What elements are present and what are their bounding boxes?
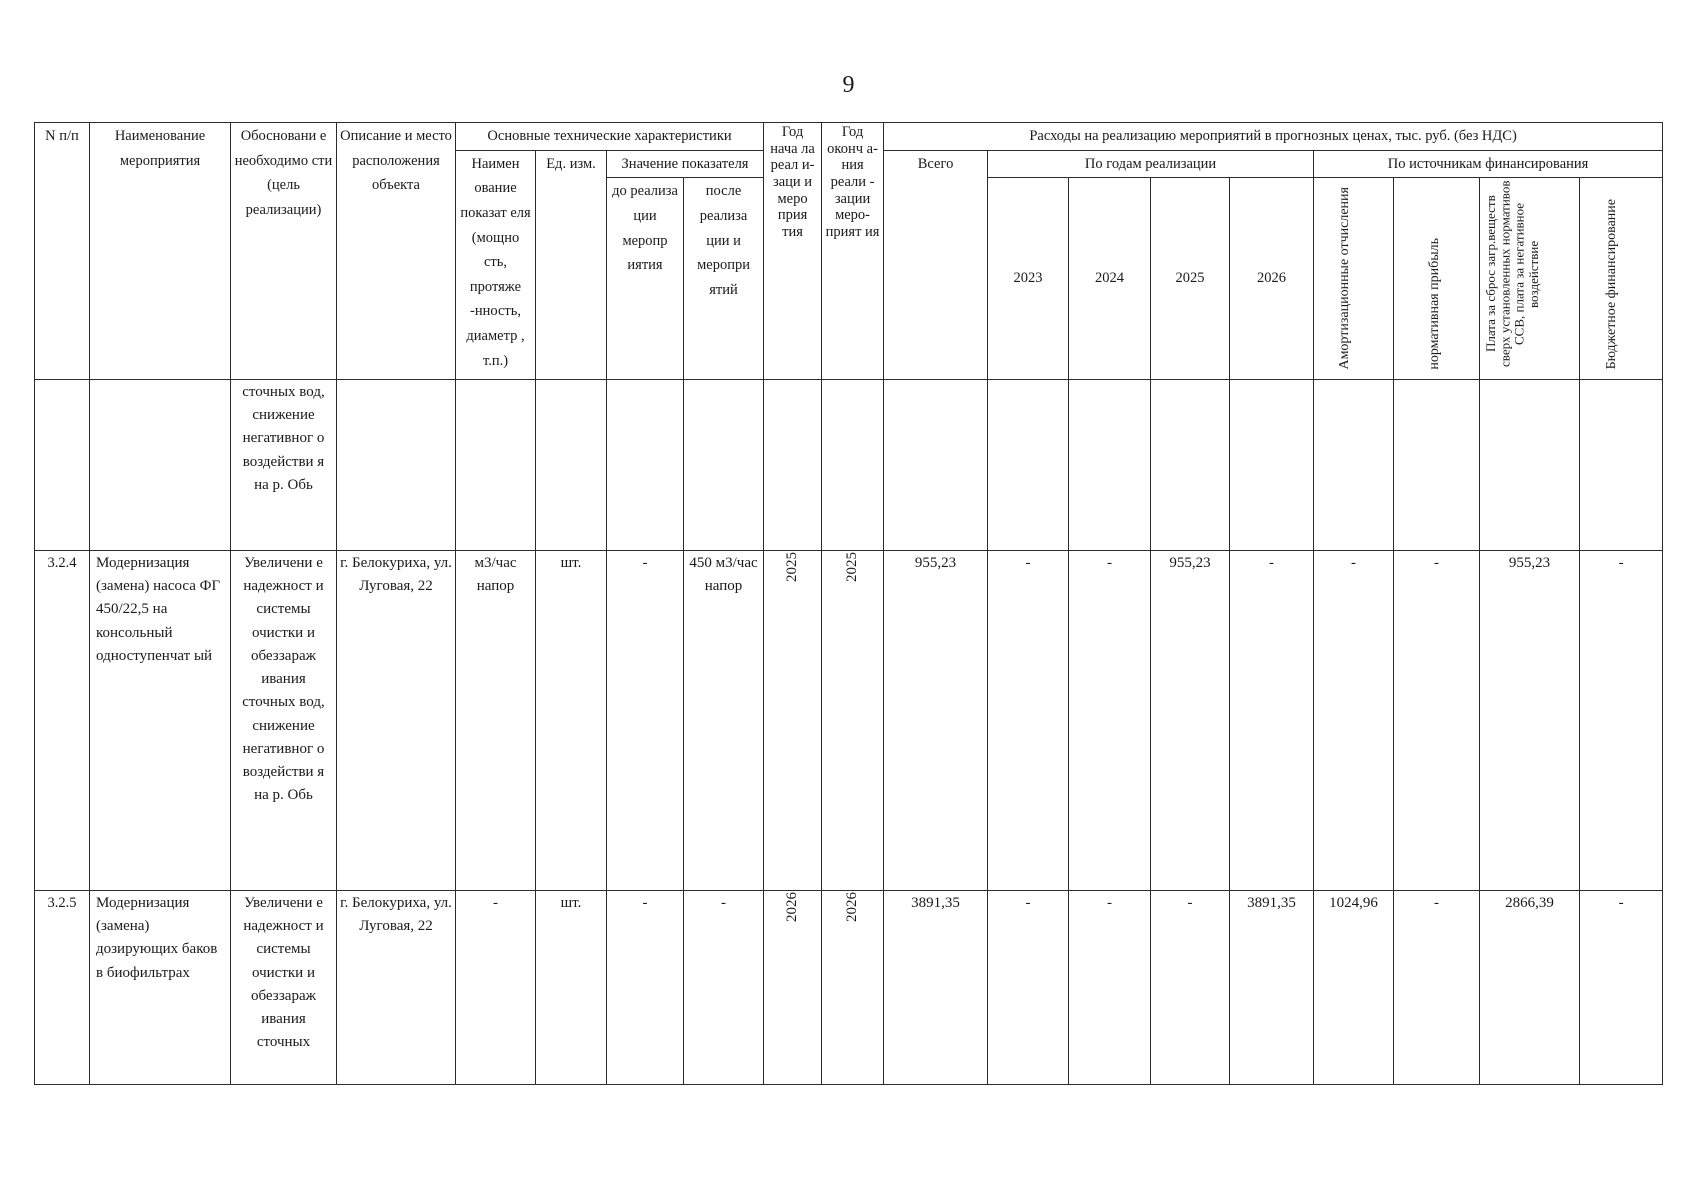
row-after: - [684,890,764,1084]
header-source-amortization-text: Амортизационные отчисления [1336,186,1352,370]
row-source-budget: - [1580,550,1663,890]
header-location: Описание и место расположения объекта [337,123,456,380]
header-unit: Ед. изм. [536,150,607,379]
row-2023: - [988,890,1069,1084]
table-row [35,550,1663,890]
row-reason: сточных вод, снижение негативног о воздействи я на р. Обь [231,379,337,550]
row-location: г. Белокуриха, ул. Луговая, 22 [337,890,456,1084]
row-year-end [822,379,884,550]
row-param-name: - [456,890,536,1084]
row-after: 450 м3/час напор [684,550,764,890]
header-year-2026: 2026 [1230,178,1314,380]
header-tech-group: Основные технические характеристики [456,123,764,151]
header-years-group: По годам реализации [988,150,1314,178]
table-row [35,379,1663,550]
row-reason: Увеличени е надежност и системы очистки и обеззараж ивания сточных [231,890,337,1084]
header-source-amortization [1314,178,1394,380]
row-unit: шт. [536,550,607,890]
header-source-profit [1394,178,1480,380]
row-unit [536,379,607,550]
row-source-amortization: 1024,96 [1314,890,1394,1084]
row-total: 955,23 [884,550,988,890]
header-costs-group: Расходы на реализацию мероприятий в прогнозных ценах, тыс. руб. (без НДС) [884,123,1663,151]
row-location [337,379,456,550]
row-unit: шт. [536,890,607,1084]
header-source-budget [1580,178,1663,380]
row-source-fee [1480,379,1580,550]
row-total: 3891,35 [884,890,988,1084]
row-name [90,379,231,550]
header-source-profit-text: нормативная прибыль [1426,237,1442,370]
row-year-start-text: 2026 [783,891,800,922]
row-year-start-text: 2025 [783,551,800,582]
row-2023: - [988,550,1069,890]
header-year-2023: 2023 [988,178,1069,380]
row-num: 3.2.5 [35,890,90,1084]
row-num [35,379,90,550]
row-source-budget: - [1580,890,1663,1084]
row-name: Модернизация (замена) насоса ФГ 450/22,5 на консольный одноступенчат ый [90,550,231,890]
header-year-end: Год оконч а-ния реали - зации меро- прият ия [822,123,884,380]
header-name: Наименование мероприятия [90,123,231,380]
row-before [607,379,684,550]
row-2025 [1151,379,1230,550]
row-2024: - [1069,890,1151,1084]
row-total [884,379,988,550]
row-source-profit [1394,379,1480,550]
investment-program-table [34,122,1663,1085]
header-source-fee-text: Плата за сброс загр.веществ сверх установленных нормативов ССВ, плата за негативное воздействие [1482,181,1541,368]
header-before: до реализа ции меропр иятия [607,178,684,380]
row-2024: - [1069,550,1151,890]
row-before: - [607,890,684,1084]
header-year-2025: 2025 [1151,178,1230,380]
row-year-end [822,890,884,1084]
header-reason: Обосновани е необходимо сти (цель реализации) [231,123,337,380]
table-row [35,890,1663,1084]
header-row-1 [35,123,1663,151]
header-total: Всего [884,150,988,379]
row-reason: Увеличени е надежност и системы очистки и обеззараж ивания сточных вод, снижение негативног о воздействи я на р. Обь [231,550,337,890]
row-year-start [764,890,822,1084]
row-source-budget [1580,379,1663,550]
row-before: - [607,550,684,890]
header-year-2024: 2024 [1069,178,1151,380]
header-value-group: Значение показателя [607,150,764,178]
page-number: 9 [842,72,855,98]
row-after [684,379,764,550]
header-year-start: Год нача ла реал и- заци и меро прия тия [764,123,822,380]
row-source-profit: - [1394,550,1480,890]
row-year-end-text: 2026 [843,891,860,922]
row-source-profit: - [1394,890,1480,1084]
row-year-end-text: 2025 [843,551,860,582]
row-year-start [764,550,822,890]
row-2026: 3891,35 [1230,890,1314,1084]
row-year-start [764,379,822,550]
row-param-name [456,379,536,550]
row-num: 3.2.4 [35,550,90,890]
row-2023 [988,379,1069,550]
row-2025: 955,23 [1151,550,1230,890]
header-source-budget-text: Бюджетное финансирование [1604,198,1620,370]
header-sources-group: По источникам финансирования [1314,150,1663,178]
row-source-amortization: - [1314,550,1394,890]
row-source-fee: 955,23 [1480,550,1580,890]
row-source-fee: 2866,39 [1480,890,1580,1084]
header-param-name: Наимен ование показат еля (мощно сть, протяже -нность, диаметр , т.п.) [456,150,536,379]
header-source-fee [1480,178,1580,380]
row-2024 [1069,379,1151,550]
row-param-name: м3/час напор [456,550,536,890]
row-2026: - [1230,550,1314,890]
row-source-amortization [1314,379,1394,550]
row-2025: - [1151,890,1230,1084]
row-name: Модернизация (замена) дозирующих баков в биофильтрах [90,890,231,1084]
header-after: после реализа ции и меропри ятий [684,178,764,380]
row-2026 [1230,379,1314,550]
header-num: N п/п [35,123,90,380]
row-location: г. Белокуриха, ул. Луговая, 22 [337,550,456,890]
row-year-end [822,550,884,890]
